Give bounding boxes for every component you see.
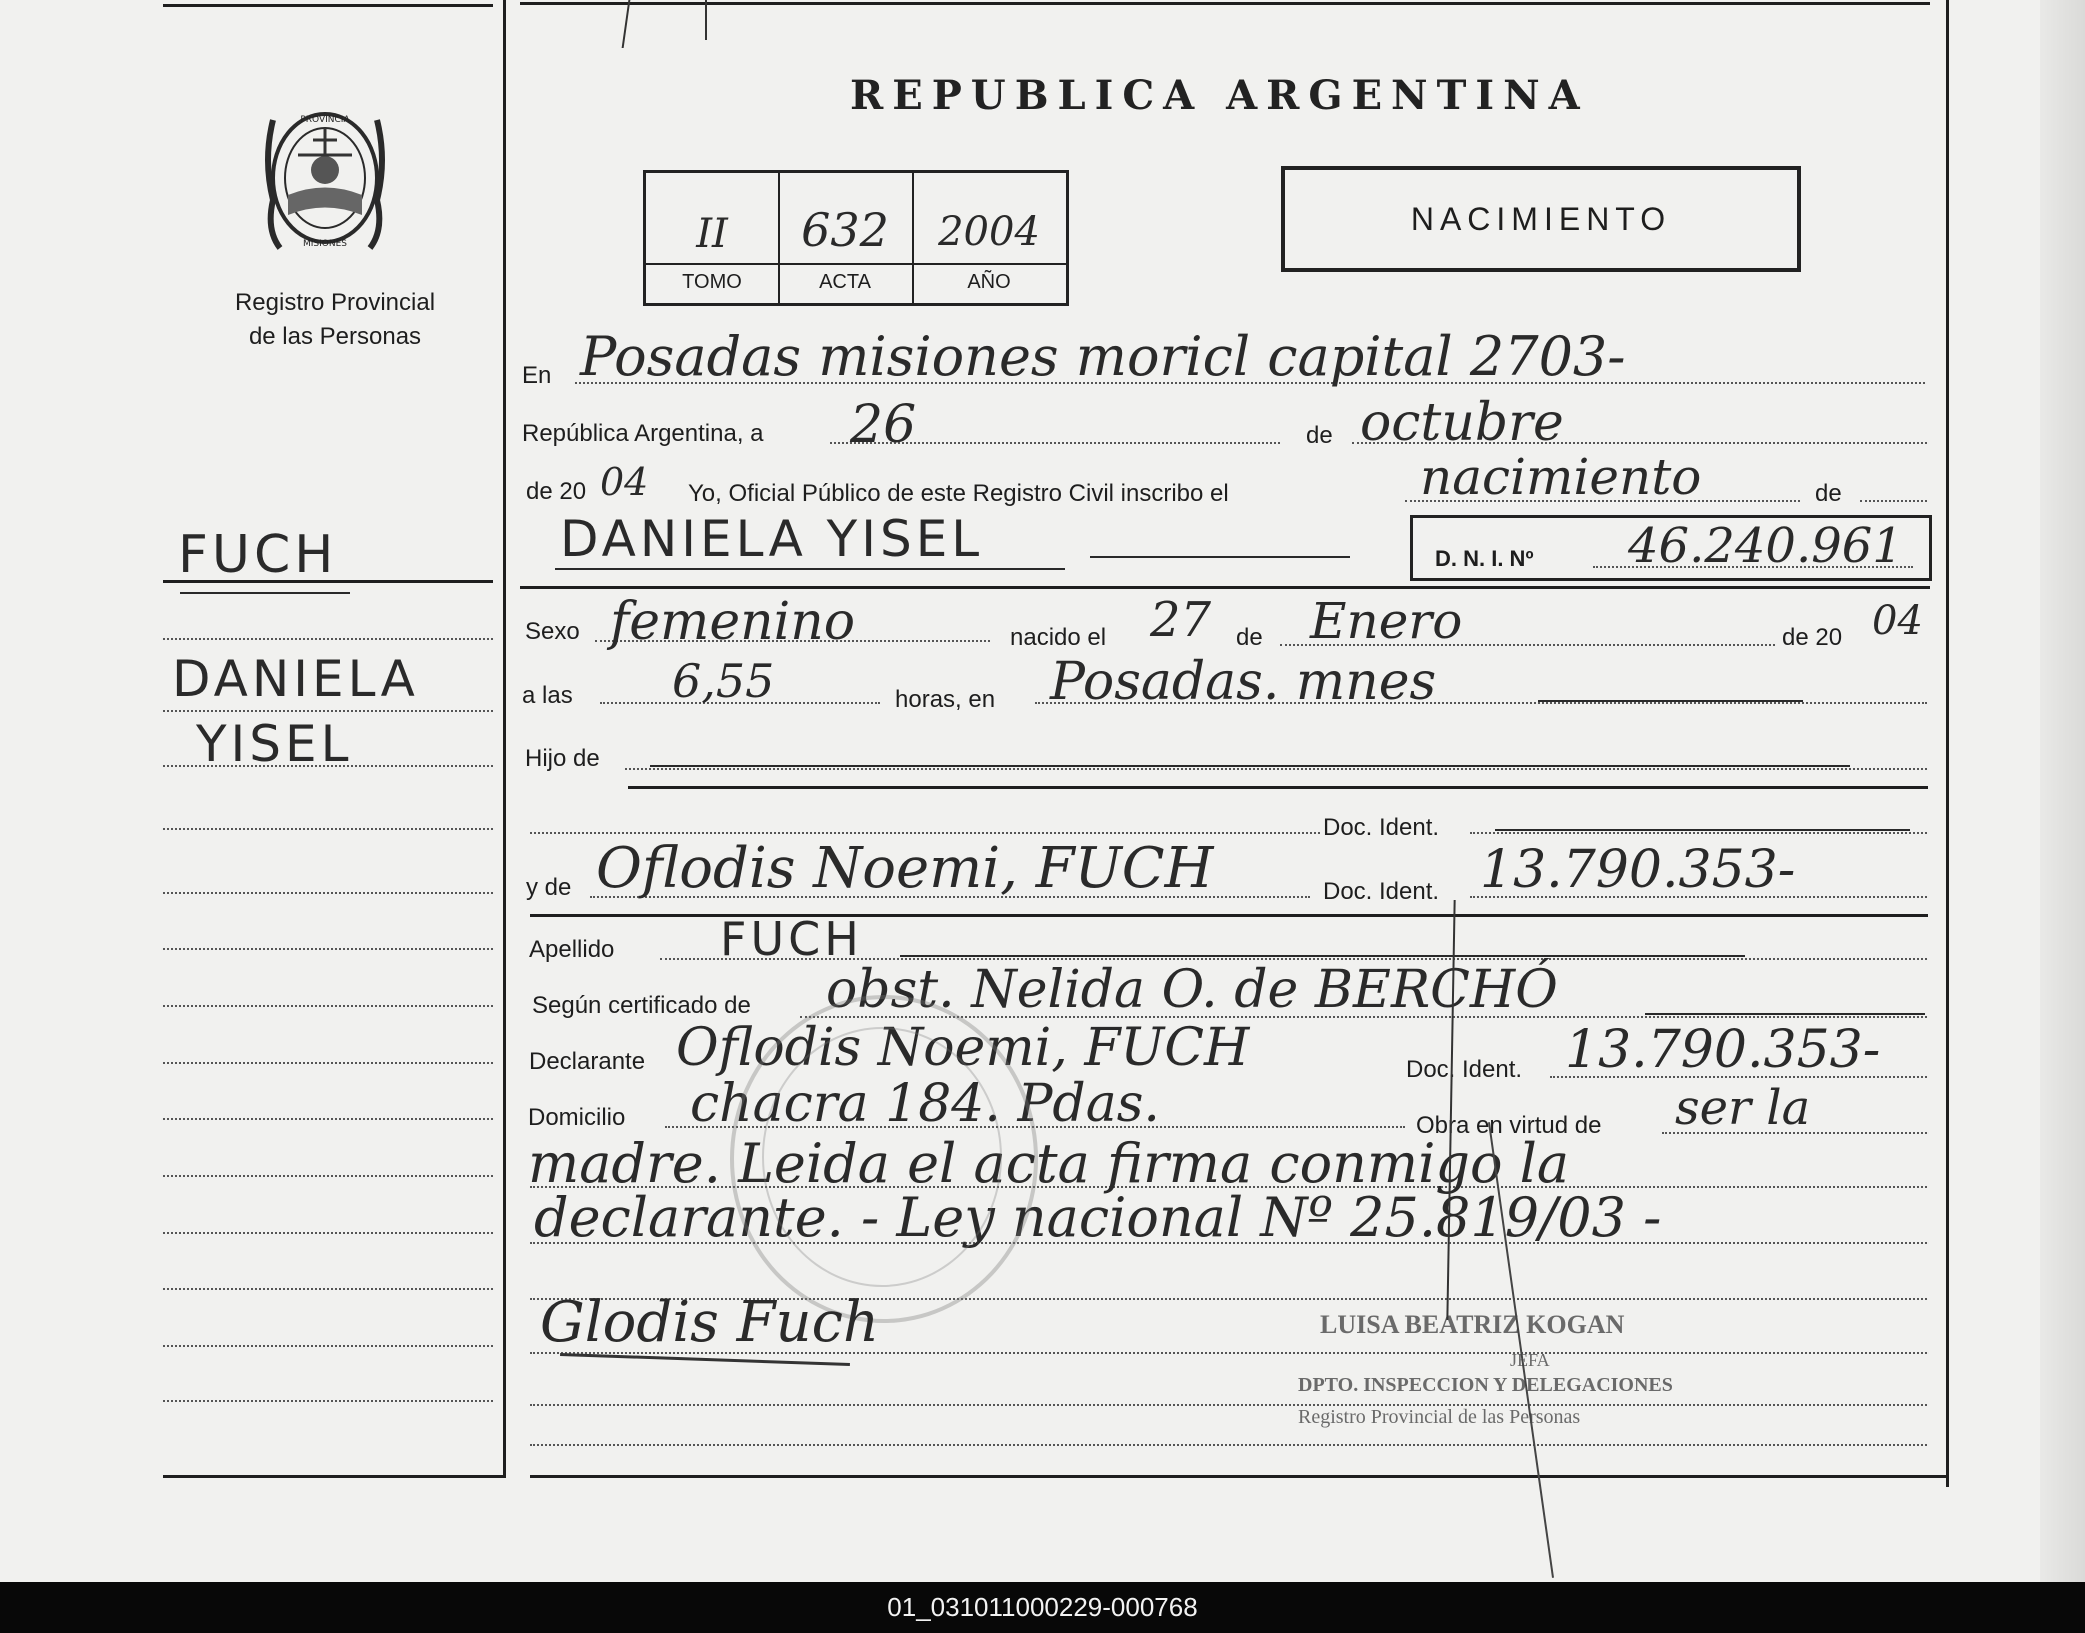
- birth-place-strike: [1538, 700, 1803, 702]
- de-label-2: de: [1815, 480, 1842, 507]
- mother-doc: 13.790.353-: [1480, 840, 1796, 900]
- form-rule-1: [520, 586, 1930, 589]
- father-doc-line: [1470, 832, 1927, 834]
- note-line-5: [530, 1404, 1927, 1406]
- declarante-label: Declarante: [529, 1048, 646, 1075]
- hijo-rule: [628, 786, 1928, 789]
- registry-stamp-inner: [762, 1027, 1002, 1287]
- misiones-seal-logo: [258, 100, 392, 258]
- right-form-border: [1946, 0, 1949, 1487]
- registry-line-2: de las Personas: [248, 323, 422, 350]
- year-value: 04: [600, 460, 649, 504]
- apellido-label: Apellido: [529, 936, 615, 963]
- certificado-strike: [1645, 1013, 1925, 1015]
- official-stamp-dept: DPTO. INSPECCION Y DELEGACIONES: [1298, 1374, 1673, 1396]
- obra-label: Obra en virtud de: [1416, 1112, 1602, 1139]
- file-code-footer: 01_031011000229-000768: [0, 1582, 2085, 1633]
- domicilio-label: Domicilio: [528, 1104, 626, 1131]
- margin-line-11: [163, 1175, 493, 1177]
- declarante-doc: 13.790.353-: [1565, 1020, 1881, 1080]
- doc-ident-label-3: Doc. Ident.: [1406, 1056, 1523, 1083]
- record-box: [643, 170, 1069, 306]
- tomo-value: II: [696, 211, 728, 257]
- margin-line-15: [163, 1400, 493, 1402]
- father-line: [530, 832, 1320, 834]
- dni-label: D. N. I. Nº: [1435, 546, 1534, 571]
- record-divider-h: [646, 263, 1066, 265]
- father-doc-strike: [1495, 829, 1910, 831]
- certificado-value: obst. Nelida O. de BERCHÓ: [826, 960, 1558, 1020]
- hour-value: 6,55: [672, 654, 775, 708]
- de-line-2: [1860, 500, 1927, 502]
- note-line-1-text: madre. Leida el acta firma conmigo la: [528, 1132, 1570, 1195]
- declarante-value: Oflodis Noemi, FUCH: [676, 1018, 1250, 1078]
- de-label: de: [1306, 422, 1333, 449]
- official-stamp-title: JEFA: [1510, 1350, 1550, 1370]
- pen-stroke-2: [705, 0, 713, 40]
- mother-name: Oflodis Noemi, FUCH: [596, 836, 1214, 901]
- birth-month: Enero: [1310, 592, 1463, 650]
- margin-bottom-rule: [163, 1475, 503, 1478]
- margin-line-10: [163, 1118, 493, 1120]
- note-line-2-text: declarante. - Ley nacional Nº 25.819/03 -: [534, 1186, 1662, 1249]
- de-label-3: de: [1236, 624, 1263, 651]
- dni-value: 46.240.961: [1628, 518, 1903, 574]
- year-prefix: de 20: [526, 478, 587, 505]
- horas-label: horas, en: [895, 686, 996, 713]
- margin-line-7: [163, 948, 493, 950]
- margin-line-13: [163, 1288, 493, 1290]
- apellido-value: FUCH: [720, 912, 863, 966]
- alas-label: a las: [522, 682, 573, 709]
- official-stamp-registry: Registro Provincial de las Personas: [1298, 1406, 1581, 1428]
- de20-label: de 20: [1782, 624, 1843, 651]
- domicilio-value: chacra 184. Pdas.: [690, 1074, 1160, 1134]
- note-line-6: [530, 1444, 1927, 1446]
- registro-text: Yo, Oficial Público de este Registro Civil inscribo el: [688, 480, 1229, 507]
- day-value: 26: [850, 395, 917, 455]
- certificado-label: Según certificado de: [532, 992, 751, 1019]
- sexo-value: femenino: [610, 592, 856, 652]
- yde-label: y de: [526, 874, 572, 901]
- apellido-strike: [900, 955, 1745, 957]
- declarant-signature: Glodis Fuch: [540, 1290, 880, 1355]
- page-edge: [2040, 0, 2085, 1582]
- registry-stamp-circle: [730, 995, 1038, 1323]
- republica-label: República Argentina, a: [522, 420, 764, 447]
- margin-line-6: [163, 892, 493, 894]
- top-rule-left: [163, 4, 493, 7]
- birth-year: 04: [1872, 598, 1923, 644]
- nacido-label: nacido el: [1010, 624, 1107, 651]
- margin-line-5: [163, 828, 493, 830]
- birth-place: Posadas. mnes: [1050, 652, 1437, 712]
- margin-given-1: DANIELA: [172, 650, 419, 708]
- hijo-label: Hijo de: [525, 745, 600, 772]
- document-type-box: NACIMIENTO: [1281, 166, 1801, 272]
- margin-line-2: [163, 638, 493, 640]
- child-name: DANIELA YISEL: [560, 510, 984, 568]
- left-margin-border: [503, 0, 506, 1478]
- child-name-line: [1090, 556, 1350, 558]
- margin-line-12: [163, 1232, 493, 1234]
- margin-rule-1: [163, 580, 493, 583]
- margin-surname: FUCH: [178, 525, 338, 585]
- margin-line-8: [163, 1005, 493, 1007]
- seal-bottom-text: MISIONES: [302, 239, 348, 249]
- birth-day: 27: [1150, 592, 1212, 648]
- acta-label: ACTA: [819, 271, 871, 293]
- margin-given-2: YISEL: [196, 715, 353, 773]
- margin-line-4: [163, 765, 493, 767]
- act-value: nacimiento: [1420, 448, 1702, 506]
- country-title: REPUBLICA ARGENTINA: [850, 72, 1589, 119]
- ano-value: 2004: [938, 209, 1040, 255]
- hijo-line: [625, 768, 1927, 770]
- dni-box: [1410, 515, 1932, 581]
- registry-line-1: Registro Provincial: [234, 289, 436, 316]
- doc-ident-label: Doc. Ident.: [1323, 814, 1440, 841]
- ano-label: AÑO: [967, 271, 1011, 293]
- sexo-label: Sexo: [525, 618, 580, 645]
- official-stamp-name: LUISA BEATRIZ KOGAN: [1320, 1310, 1625, 1339]
- child-name-underline: [555, 568, 1065, 570]
- registry-label: [200, 286, 470, 354]
- month-value: octubre: [1360, 393, 1564, 453]
- top-rule-right: [520, 2, 1930, 5]
- doc-ident-label-2: Doc. Ident.: [1323, 878, 1440, 905]
- place-value: Posadas misiones moricl capital 2703-: [580, 325, 1626, 388]
- acta-value: 632: [801, 203, 889, 257]
- margin-line-14: [163, 1345, 493, 1347]
- margin-line-3: [163, 710, 493, 712]
- hijo-strike: [650, 765, 1850, 767]
- obra-value: ser la: [1675, 1080, 1811, 1136]
- tomo-label: TOMO: [682, 271, 742, 293]
- form-bottom-rule: [530, 1475, 1948, 1478]
- en-label: En: [522, 362, 552, 389]
- margin-line-9: [163, 1062, 493, 1064]
- margin-underline-1: [180, 592, 350, 594]
- seal-top-text: PROVINCIA: [300, 115, 350, 125]
